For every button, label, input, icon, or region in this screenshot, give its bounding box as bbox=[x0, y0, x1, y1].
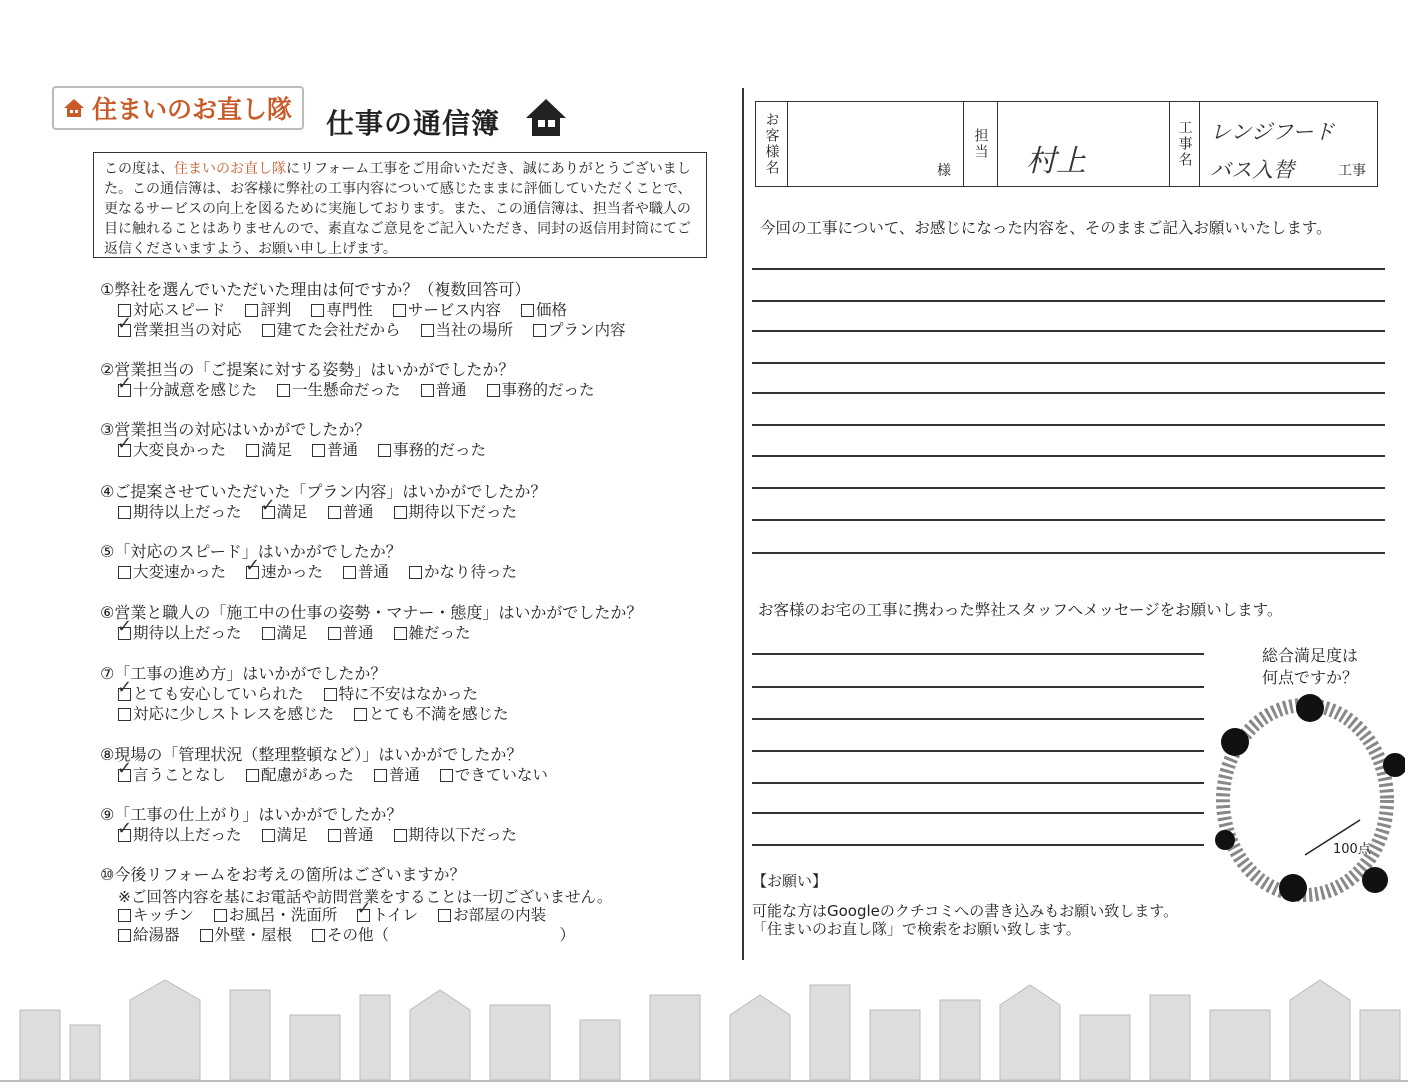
checkbox-option[interactable] bbox=[118, 623, 242, 643]
option-label: サービス内容 bbox=[407, 301, 501, 319]
house-logo-icon bbox=[62, 97, 86, 119]
option-label: 速かった bbox=[261, 563, 324, 581]
option-label: 満足 bbox=[276, 503, 308, 521]
checkbox-option[interactable] bbox=[312, 925, 575, 945]
checkbox-option[interactable] bbox=[246, 562, 323, 582]
option-label: 事務的だった bbox=[501, 381, 595, 399]
option-label: トイレ bbox=[372, 906, 419, 924]
option-row bbox=[118, 300, 587, 320]
checkbox-icon[interactable] bbox=[438, 909, 451, 922]
question-3: ③営業担当の対応はいかがでしたか？ bbox=[100, 420, 371, 439]
checkbox-option[interactable] bbox=[118, 765, 226, 785]
writing-line[interactable] bbox=[752, 268, 1385, 270]
option-label: お風呂・洗面所 bbox=[228, 906, 338, 924]
writing-line[interactable] bbox=[752, 552, 1385, 554]
score-label: 100点 bbox=[1333, 842, 1371, 857]
checkbox-icon[interactable] bbox=[214, 909, 227, 922]
checkbox-icon[interactable] bbox=[440, 769, 453, 782]
option-row bbox=[118, 684, 498, 704]
checkbox-option[interactable] bbox=[246, 440, 292, 460]
option-row bbox=[118, 320, 646, 340]
checkbox-option[interactable] bbox=[328, 825, 374, 845]
option-row bbox=[118, 704, 529, 724]
logo-text: 住まいのお直し隊 bbox=[92, 95, 293, 124]
option-label: 価格 bbox=[535, 301, 567, 319]
option-label: 期待以上だった bbox=[133, 503, 242, 521]
checkbox-icon[interactable] bbox=[487, 384, 500, 397]
option-label: 評判 bbox=[260, 301, 292, 319]
checked-box-icon[interactable] bbox=[262, 506, 275, 519]
checkbox-option[interactable] bbox=[262, 825, 308, 845]
intro-text: この度は、住まいのお直し隊にリフォーム工事をご用命いただき、誠にありがとうございました。この通信簿は、お客様に弊社の工事内容について感じたままに評価していただくことで、更なるサービスの向上を図るために実施しております。また、この通信簿は、担当者や職人の目に触れることはありませんので、素直なご意見をご記入いただき、同封の返信用封筒にてご返信くださいますよう、お願い申し上げます。 bbox=[93, 152, 707, 258]
checkbox-option[interactable] bbox=[409, 562, 517, 582]
option-label: プラン内容 bbox=[548, 321, 626, 339]
checkbox-icon[interactable] bbox=[262, 324, 275, 337]
option-label: 特に不安はなかった bbox=[338, 685, 479, 703]
checkbox-icon[interactable] bbox=[328, 829, 341, 842]
option-label: 満足 bbox=[276, 624, 308, 642]
company-logo bbox=[52, 86, 304, 130]
checkbox-icon[interactable] bbox=[118, 566, 131, 579]
checkbox-icon[interactable] bbox=[394, 829, 407, 842]
checkbox-icon[interactable] bbox=[394, 627, 407, 640]
checkbox-icon[interactable] bbox=[200, 929, 213, 942]
option-label: 大変良かった bbox=[133, 441, 227, 459]
checkbox-icon[interactable] bbox=[262, 829, 275, 842]
option-label: とても安心していられた bbox=[133, 685, 304, 703]
question-4: ④ご提案させていただいた「プラン内容」はいかがでしたか？ bbox=[100, 482, 547, 501]
checkbox-icon[interactable] bbox=[328, 506, 341, 519]
house-icon bbox=[524, 96, 568, 140]
option-label: できていない bbox=[454, 766, 548, 784]
option-label: 言うことなし bbox=[133, 766, 227, 784]
option-label: 普通 bbox=[358, 563, 390, 581]
work-value-1: レンジフード bbox=[1210, 120, 1335, 144]
comment-prompt: 今回の工事について、お感じになった内容を、そのままご記入お願いいたします。 bbox=[760, 219, 1332, 237]
checkbox-icon[interactable] bbox=[521, 304, 534, 317]
request-line-1: 可能な方はGoogleのクチコミへの書き込みもお願い致します。 bbox=[752, 902, 1179, 920]
checkbox-option[interactable] bbox=[118, 300, 225, 320]
sama-label: 様 bbox=[937, 163, 951, 179]
option-label: 普通 bbox=[342, 503, 374, 521]
option-label: 普通 bbox=[327, 441, 359, 459]
option-label: 期待以下だった bbox=[408, 503, 518, 521]
checked-box-icon[interactable] bbox=[118, 627, 131, 640]
work-field[interactable] bbox=[1200, 102, 1376, 186]
request-line-2: 「住まいのお直し隊」で検索をお願い致します。 bbox=[752, 920, 1081, 938]
option-row bbox=[118, 925, 595, 945]
checkbox-icon[interactable] bbox=[246, 444, 259, 457]
checkbox-option[interactable] bbox=[118, 704, 334, 724]
satisfaction-line-2: 何点ですか？ bbox=[1262, 668, 1359, 687]
option-label: 普通 bbox=[342, 826, 374, 844]
question-10: ⑩今後リフォームをお考えの箇所はございますか？ bbox=[100, 865, 466, 884]
writing-line[interactable] bbox=[752, 519, 1385, 521]
message-prompt: お客様のお宅の工事に携わった弊社スタッフへメッセージをお願いします。 bbox=[758, 601, 1283, 619]
checkbox-icon[interactable] bbox=[118, 506, 131, 519]
writing-line[interactable] bbox=[752, 718, 1204, 720]
checkbox-option[interactable] bbox=[324, 684, 479, 704]
writing-line[interactable] bbox=[752, 392, 1385, 394]
option-row bbox=[118, 825, 537, 845]
checkbox-option[interactable] bbox=[421, 380, 467, 400]
request-title: 【お願い】 bbox=[752, 872, 828, 890]
option-label: 普通 bbox=[342, 624, 374, 642]
checked-box-icon[interactable] bbox=[118, 688, 131, 701]
option-label: 普通 bbox=[435, 381, 467, 399]
option-label: 満足 bbox=[261, 441, 293, 459]
checkbox-icon[interactable] bbox=[533, 324, 546, 337]
checkbox-option[interactable] bbox=[378, 440, 486, 460]
checkbox-option[interactable] bbox=[357, 905, 418, 925]
checkbox-icon[interactable] bbox=[421, 384, 434, 397]
checkbox-icon[interactable] bbox=[118, 909, 131, 922]
checked-box-icon[interactable] bbox=[246, 566, 259, 579]
checkbox-icon[interactable] bbox=[409, 566, 422, 579]
checkbox-icon[interactable] bbox=[328, 627, 341, 640]
option-label: 配慮があった bbox=[261, 766, 354, 784]
checked-box-icon[interactable] bbox=[118, 384, 131, 397]
option-label: 事務的だった bbox=[393, 441, 487, 459]
checkbox-option[interactable] bbox=[118, 320, 242, 340]
staff-field[interactable] bbox=[998, 102, 1170, 186]
option-label: 対応に少しストレスを感じた bbox=[133, 705, 335, 723]
staff-value: 村上 bbox=[1026, 144, 1086, 179]
option-label: 大変速かった bbox=[133, 563, 227, 581]
option-label: 普通 bbox=[388, 766, 420, 784]
checkbox-option[interactable] bbox=[118, 502, 242, 522]
option-label: とても不満を感じた bbox=[369, 705, 509, 723]
question-note: ※ご回答内容を基にお電話や訪問営業をすることは一切ございません。 bbox=[118, 888, 613, 906]
option-label: 営業担当の対応 bbox=[133, 321, 242, 339]
checkbox-option[interactable] bbox=[343, 562, 389, 582]
question-8: ⑧現場の「管理状況（整理整頓など）」はいかがでしたか？ bbox=[100, 745, 523, 764]
writing-line[interactable] bbox=[752, 812, 1204, 814]
checkbox-option[interactable] bbox=[262, 502, 308, 522]
option-label: 雑だった bbox=[408, 624, 471, 642]
question-2: ②営業担当の「ご提案に対する姿勢」はいかがでしたか？ bbox=[100, 360, 515, 379]
checkbox-icon[interactable] bbox=[311, 304, 324, 317]
option-label: 満足 bbox=[276, 826, 308, 844]
option-label: 対応スピード bbox=[133, 301, 226, 319]
checkbox-option[interactable] bbox=[487, 380, 595, 400]
checkbox-option[interactable] bbox=[277, 380, 401, 400]
checkbox-option[interactable] bbox=[393, 300, 501, 320]
checkbox-option[interactable] bbox=[118, 825, 242, 845]
checkbox-icon[interactable] bbox=[354, 708, 367, 721]
question-7: ⑦「工事の進め方」はいかがでしたか？ bbox=[100, 664, 387, 683]
checkbox-icon[interactable] bbox=[245, 304, 258, 317]
checked-box-icon[interactable] bbox=[118, 324, 131, 337]
satisfaction-line-1: 総合満足度は bbox=[1262, 646, 1359, 665]
checkbox-option[interactable] bbox=[394, 825, 518, 845]
checkbox-icon[interactable] bbox=[378, 444, 391, 457]
option-label: 外壁・屋根 bbox=[214, 926, 293, 944]
customer-label: お客様名 bbox=[756, 102, 788, 186]
option-label: 建てた会社だから bbox=[276, 321, 401, 339]
writing-line[interactable] bbox=[752, 424, 1385, 426]
writing-line[interactable] bbox=[752, 487, 1385, 489]
header-table bbox=[755, 101, 1378, 187]
checkbox-icon[interactable] bbox=[394, 506, 407, 519]
checkbox-option[interactable] bbox=[118, 684, 304, 704]
option-row bbox=[118, 765, 568, 785]
option-label: お部屋の内装 bbox=[453, 906, 547, 924]
option-label: 当社の場所 bbox=[435, 321, 514, 339]
writing-line[interactable] bbox=[752, 844, 1204, 846]
checkbox-option[interactable] bbox=[394, 502, 518, 522]
checkbox-icon[interactable] bbox=[312, 929, 325, 942]
checkbox-option[interactable] bbox=[118, 925, 180, 945]
option-label: 十分誠意を感じた bbox=[133, 381, 258, 399]
checkbox-option[interactable] bbox=[394, 623, 471, 643]
question-6: ⑥営業と職人の「施工中の仕事の姿勢・マナー・態度」はいかがでしたか？ bbox=[100, 603, 643, 622]
option-row bbox=[118, 440, 506, 460]
checkbox-option[interactable] bbox=[246, 765, 354, 785]
work-label: 工事名 bbox=[1170, 102, 1200, 186]
checkbox-option[interactable] bbox=[374, 765, 420, 785]
option-label: かなり待った bbox=[424, 563, 518, 581]
checkbox-icon[interactable] bbox=[277, 384, 290, 397]
option-row bbox=[118, 380, 615, 400]
question-9: ⑨「工事の仕上がり」はいかがでしたか？ bbox=[100, 805, 403, 824]
checkbox-option[interactable] bbox=[118, 562, 226, 582]
checkbox-icon[interactable] bbox=[393, 304, 406, 317]
checked-box-icon[interactable] bbox=[357, 909, 370, 922]
checkbox-icon[interactable] bbox=[312, 444, 325, 457]
checkbox-option[interactable] bbox=[118, 905, 194, 925]
option-label: 給湯器 bbox=[133, 926, 180, 944]
checkbox-option[interactable] bbox=[311, 300, 373, 320]
option-label: 期待以上だった bbox=[133, 826, 242, 844]
checkbox-option[interactable] bbox=[354, 704, 509, 724]
checkbox-option[interactable] bbox=[438, 905, 546, 925]
checkbox-option[interactable] bbox=[200, 925, 293, 945]
divider bbox=[742, 88, 744, 960]
checkbox-option[interactable] bbox=[118, 380, 257, 400]
checkbox-option[interactable] bbox=[440, 765, 548, 785]
checkbox-option[interactable] bbox=[328, 623, 374, 643]
option-label: その他（ ） bbox=[327, 926, 576, 944]
option-row bbox=[118, 562, 537, 582]
work-suffix: 工事 bbox=[1338, 163, 1366, 179]
customer-field[interactable] bbox=[788, 102, 964, 186]
checkbox-option[interactable] bbox=[521, 300, 567, 320]
writing-line[interactable] bbox=[752, 455, 1385, 457]
checkbox-option[interactable] bbox=[262, 320, 401, 340]
writing-line[interactable] bbox=[752, 300, 1385, 302]
writing-line[interactable] bbox=[752, 362, 1385, 364]
checked-box-icon[interactable] bbox=[118, 769, 131, 782]
checkbox-icon[interactable] bbox=[324, 688, 337, 701]
writing-line[interactable] bbox=[752, 653, 1204, 655]
checkbox-option[interactable] bbox=[328, 502, 374, 522]
checkbox-option[interactable] bbox=[421, 320, 514, 340]
checkbox-icon[interactable] bbox=[262, 627, 275, 640]
checkbox-icon[interactable] bbox=[118, 929, 131, 942]
option-label: 期待以上だった bbox=[133, 624, 242, 642]
checkbox-icon[interactable] bbox=[343, 566, 356, 579]
checkbox-icon[interactable] bbox=[246, 769, 259, 782]
option-label: 専門性 bbox=[326, 301, 373, 319]
checkbox-option[interactable] bbox=[533, 320, 626, 340]
option-label: 一生懸命だった bbox=[292, 381, 401, 399]
option-label: 期待以下だった bbox=[408, 826, 518, 844]
townscape-illustration bbox=[0, 965, 1408, 1088]
option-label: キッチン bbox=[133, 906, 194, 924]
checkbox-option[interactable] bbox=[118, 440, 226, 460]
checkbox-icon[interactable] bbox=[118, 708, 131, 721]
page-title: 仕事の通信簿 bbox=[326, 107, 501, 140]
staff-label: 担当 bbox=[964, 102, 998, 186]
checkbox-option[interactable] bbox=[312, 440, 358, 460]
checked-box-icon[interactable] bbox=[118, 829, 131, 842]
writing-line[interactable] bbox=[752, 782, 1204, 784]
checked-box-icon[interactable] bbox=[118, 444, 131, 457]
question-1: ①弊社を選んでいただいた理由は何ですか？（複数回答可） bbox=[100, 280, 531, 299]
question-5: ⑤「対応のスピード」はいかがでしたか？ bbox=[100, 542, 402, 561]
option-row bbox=[118, 623, 491, 643]
writing-line[interactable] bbox=[752, 330, 1385, 332]
checkbox-option[interactable] bbox=[214, 905, 338, 925]
checkbox-icon[interactable] bbox=[421, 324, 434, 337]
work-value-2: バス入替 bbox=[1210, 158, 1294, 182]
wreath-icon bbox=[1205, 680, 1405, 920]
option-row bbox=[118, 905, 566, 925]
writing-line[interactable] bbox=[752, 750, 1204, 752]
option-row bbox=[118, 502, 537, 522]
writing-line[interactable] bbox=[752, 686, 1204, 688]
checkbox-option[interactable] bbox=[245, 300, 291, 320]
checkbox-icon[interactable] bbox=[374, 769, 387, 782]
checkbox-option[interactable] bbox=[262, 623, 308, 643]
